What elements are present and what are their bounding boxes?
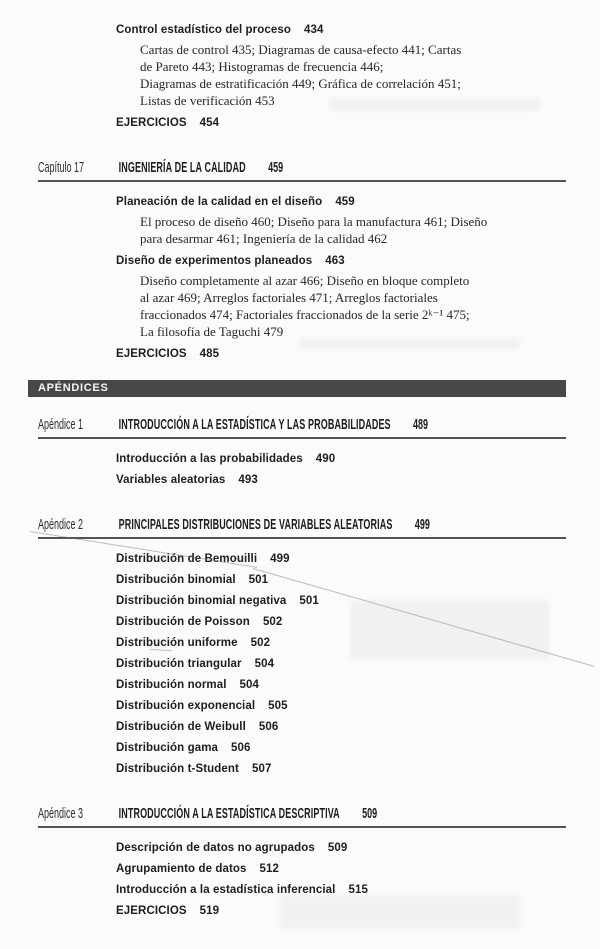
toc-entry-page: 434 [304,24,324,36]
toc-entry [116,842,566,855]
toc-entry-title: EJERCICIOS [116,117,187,129]
toc-entry [116,763,566,776]
toc-entry-page: 485 [199,348,220,360]
heading-rule [38,826,566,828]
heading-rule [38,180,566,182]
appendix-page: 509 [362,806,378,822]
appendix-heading [38,517,566,539]
chapter-heading-row [38,160,365,177]
toc-entry-title: Distribución de Weibull [116,721,246,733]
appendix-heading-row [38,417,429,434]
appendix-heading [38,806,566,828]
toc-entry-page: 504 [239,679,260,691]
toc-entry-page: 506 [231,742,251,754]
toc-entry-page: 459 [335,196,355,208]
toc-entry [116,196,566,209]
toc-subentry-line: Diagramas de estratificación 449; Gráfica de correlación 451; [140,76,461,91]
toc-entry-title: EJERCICIOS [116,348,187,360]
appendix-heading-row [38,806,378,823]
toc-entry-page: 501 [248,574,269,586]
toc-entry-title: EJERCICIOS [116,905,187,917]
toc-entry-page: 499 [270,553,290,565]
toc-entry-title: Variables aleatorias [116,474,226,486]
toc-entry-page: 512 [259,863,280,875]
toc-entry-title: Distribución normal [116,679,227,691]
heading-rule [38,537,566,539]
toc-entry [116,24,566,37]
toc-entry-title: Distribución exponencial [116,700,256,712]
appendix-heading-row [38,517,430,534]
toc-subentry-line: de Pareto 443; Histogramas de frecuencia 446; [140,59,384,74]
toc-content [38,16,566,918]
toc-entry-title: Diseño de experimentos planeados [116,255,313,267]
appendix-label: Apéndice 1 [38,417,83,433]
toc-entry-page: 490 [315,453,336,465]
heading-rule [38,437,566,439]
toc-subentry-line: La filosofía de Taguchi 479 [140,324,284,339]
toc-entry-page: 505 [268,700,288,712]
toc-entry-title: Control estadístico del proceso [116,24,291,36]
toc-entry-title: Distribución de Poisson [116,616,250,628]
toc-entry-title: Descripción de datos no agrupados [116,842,315,854]
toc-entry-title: Distribución triangular [116,658,242,670]
toc-entry-page: 493 [238,474,258,486]
toc-entry-page: 509 [327,842,348,854]
toc-entry-page: 515 [348,884,368,896]
chapter-title: INGENIERÍA DE LA CALIDAD [118,160,246,176]
toc-entry-page: 519 [199,905,220,917]
print-bleedthrough [300,338,520,349]
toc-entry-title: Introducción a la estadística inferencial [116,884,336,896]
toc-subentry-line: Cartas de control 435; Diagramas de causa-efecto 441; Cartas [140,42,462,57]
toc-subentry-line: fraccionados 474; Factoriales fraccionados de la serie 2ᵏ⁻¹ 475; [140,307,470,322]
toc-entry-page: 502 [250,637,271,649]
toc-entry-title: Distribución binomial [116,574,236,586]
toc-entry-page: 454 [199,117,220,129]
toc-subentry-line: al azar 469; Arreglos factoriales 471; Arreglos factoriales [140,290,438,305]
toc-entry [116,721,566,734]
toc-entry [116,474,566,487]
toc-entry-title: Distribución uniforme [116,637,238,649]
toc-entry-page: 502 [262,616,283,628]
toc-subentry-line: Diseño completamente al azar 466; Diseño en bloque completo [140,273,470,288]
toc-entry [116,255,566,268]
toc-subentry-line: Listas de verificación 453 [140,93,275,108]
toc-entry [116,453,566,466]
appendix-page: 489 [413,417,429,433]
appendices-banner [28,380,566,397]
appendix-label: Apéndice 2 [38,517,83,533]
appendix-title: PRINCIPALES DISTRIBUCIONES DE VARIABLES ALEATORIAS [118,517,393,533]
toc-entry-title: Distribución de Bemouilli [116,553,258,565]
toc-entry [116,574,566,587]
toc-entry [116,742,566,755]
toc-subentry-line: para desarmar 461; Ingeniería de la calidad 462 [140,231,388,246]
print-bleedthrough [330,98,540,111]
appendix-title: INTRODUCCIÓN A LA ESTADÍSTICA Y LAS PROBABILIDADES [118,417,391,433]
toc-entry-ejercicios [116,117,566,130]
print-bleedthrough [280,895,520,929]
chapter-label: Capítulo 17 [38,160,84,176]
chapter-heading [38,160,566,182]
toc-entry-page: 463 [325,255,345,267]
toc-entry-page: 504 [254,658,275,670]
toc-entry-page: 506 [258,721,279,733]
toc-entry [116,679,566,692]
toc-entry [116,863,566,876]
toc-entry-page: 507 [251,763,272,775]
toc-entry-title: Introducción a las probabilidades [116,453,303,465]
chapter-page: 459 [268,160,284,176]
toc-entry-title: Agrupamiento de datos [116,863,247,875]
toc-entry [116,700,566,713]
toc-entry-title: Distribución t-Student [116,763,239,775]
appendix-heading [38,417,566,439]
toc-entry-title: Distribución gama [116,742,219,754]
toc-subentries [140,272,566,340]
appendix-label: Apéndice 3 [38,806,83,822]
toc-entry-page: 501 [299,595,319,607]
toc-subentries [140,213,566,247]
appendices-banner-label: APÉNDICES [38,382,109,394]
toc-subentry-line: El proceso de diseño 460; Diseño para la manufactura 461; Diseño [140,214,488,229]
print-bleedthrough [350,600,550,660]
toc-entry-ejercicios [116,348,566,361]
appendix-page: 499 [414,517,430,533]
toc-entry-title: Planeación de la calidad en el diseño [116,196,323,208]
toc-entry-title: Distribución binomial negativa [116,595,287,607]
appendix-title: INTRODUCCIÓN A LA ESTADÍSTICA DESCRIPTIVA [118,806,340,822]
